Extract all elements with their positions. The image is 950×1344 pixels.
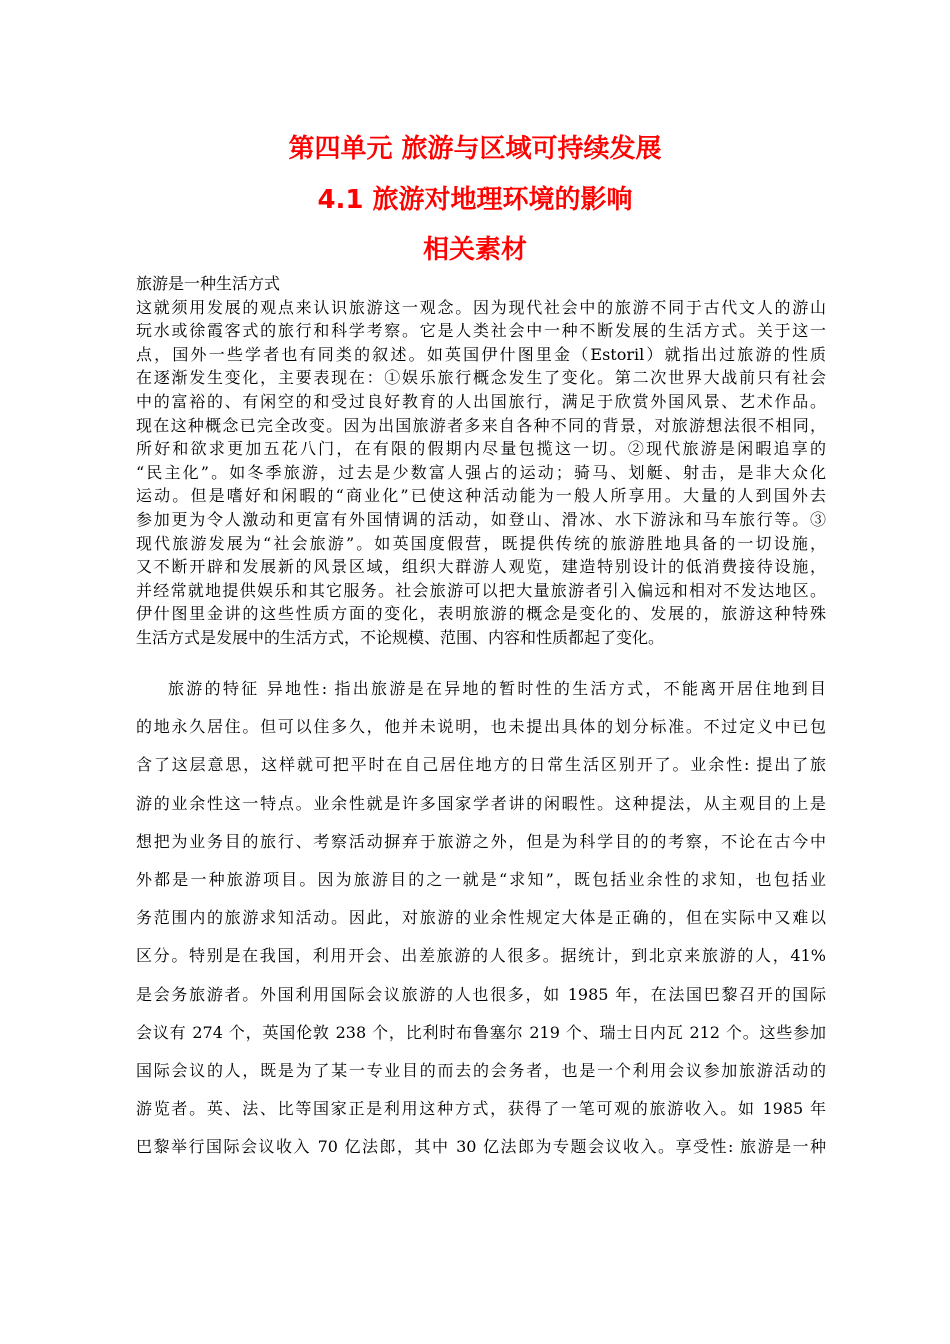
paragraph-line: 又不断开辟和发展新的风景区域，组织大群游人观览，建造特别设计的低消费接待设施，	[136, 557, 826, 577]
paragraph-line: 运动。但是嗜好和闲暇的“商业化”已使这种活动能为一般人所享用。大量的人到国外去	[136, 486, 826, 506]
paragraph-line: 所好和欲求更加五花八门，在有限的假期内尽量包揽这一切。②现代旅游是闲暇追享的	[136, 439, 826, 459]
material-title: 相关素材	[422, 235, 527, 265]
paragraph-line: 点，国外一些学者也有同类的叙述。如英国伊什图里金（Estoril）就指出过旅游的性质	[136, 344, 826, 364]
paragraph-line: 并经常就地提供娱乐和其它服务。社会旅游可以把大量旅游者引入偏远和相对不发达地区。	[136, 580, 826, 600]
paragraph-line: 的地永久居住。但可以住多久，他并未说明，也未提出具体的划分标准。不过定义中已包	[136, 717, 826, 737]
paragraph-line: 区分。特别是在我国，利用开会、出差旅游的人很多。据统计，到北京来旅游的人，41%	[136, 946, 826, 966]
section-lifestyle	[136, 272, 826, 650]
paragraph-line: 现在这种概念已完全改变。因为出国旅游者多来自各种不同的背景，对旅游想法很不相同，	[136, 415, 826, 435]
paragraph-line: 旅游的特征 异地性: 指出旅游是在异地的暂时性的生活方式，不能离开居住地到目	[168, 679, 826, 698]
paragraph-line: 外都是一种旅游项目。因为旅游目的之一就是“求知”，既包括业余性的求知，也包括业	[136, 869, 826, 889]
paragraph-line: 伊什图里金讲的这些性质方面的变化，表明旅游的概念是变化的、发展的，旅游这种特殊	[136, 604, 826, 624]
paragraph-line: 现代旅游发展为“社会旅游”。如英国度假营，既提供传统的旅游胜地具备的一切设施，	[136, 533, 826, 553]
section-characteristics	[136, 670, 826, 1166]
paragraph-line: 生活方式是发展中的生活方式，不论规模、范围、内容和性质都起了变化。	[136, 627, 665, 647]
paragraph-line: 是会务旅游者。外国利用国际会议旅游的人也很多，如 1985 年，在法国巴黎召开的国际	[136, 984, 826, 1004]
paragraph-line: 在逐渐发生变化，主要表现在：①娱乐旅行概念发生了变化。第二次世界大战前只有社会	[136, 368, 826, 388]
paragraph-line: 中的富裕的、有闲空的和受过良好教育的人出国旅行，满足于欣赏外国风景、艺术作品。	[136, 391, 826, 411]
lesson-title: 4.1 旅游对地理环境的影响	[317, 185, 633, 215]
paragraph-line: 这就须用发展的观点来认识旅游这一观念。因为现代社会中的旅游不同于古代文人的游山	[136, 297, 826, 317]
paragraph-line: 会议有 274 个，英国伦敦 238 个，比利时布鲁塞尔 219 个、瑞士日内瓦 212 个。这些参加	[136, 1022, 826, 1042]
paragraph-line: 国际会议的人，既是为了某一专业目的而去的会务者，也是一个利用会议参加旅游活动的	[136, 1060, 826, 1080]
unit-title: 第四单元 旅游与区域可持续发展	[288, 134, 662, 164]
paragraph-line: 游的业余性这一特点。业余性就是许多国家学者讲的闲暇性。这种提法，从主观目的上是	[136, 793, 826, 813]
paragraph-line: 务范围内的旅游求知活动。因此，对旅游的业余性规定大体是正确的，但在实际中又难以	[136, 908, 826, 928]
paragraph-line: 含了这层意思，这样就可把平时在自己居住地方的日常生活区别开了。业余性: 提出了旅	[136, 755, 826, 775]
paragraph-line: 参加更为令人激动和更富有外国情调的活动，如登山、滑冰、水下游泳和马车旅行等。③	[136, 509, 826, 529]
paragraph-line: 想把为业务目的旅行、考察活动摒弃于旅游之外，但是为科学目的的考察，不论在古今中	[136, 831, 826, 851]
paragraph-line: 巴黎举行国际会议收入 70 亿法郎，其中 30 亿法郎为专题会议收入。享受性: 旅游是一种	[136, 1137, 826, 1157]
paragraph-line: 游览者。英、法、比等国家正是利用这种方式，获得了一笔可观的旅游收入。如 1985 年	[136, 1099, 826, 1119]
paragraph-line: 玩水或徐霞客式的旅行和科学考察。它是人类社会中一种不断发展的生活方式。关于这一	[136, 321, 826, 341]
paragraph-line: “民主化”。如冬季旅游，过去是少数富人强占的运动；骑马、划艇、射击，是非大众化	[136, 462, 826, 482]
section-heading: 旅游是一种生活方式	[136, 274, 281, 293]
